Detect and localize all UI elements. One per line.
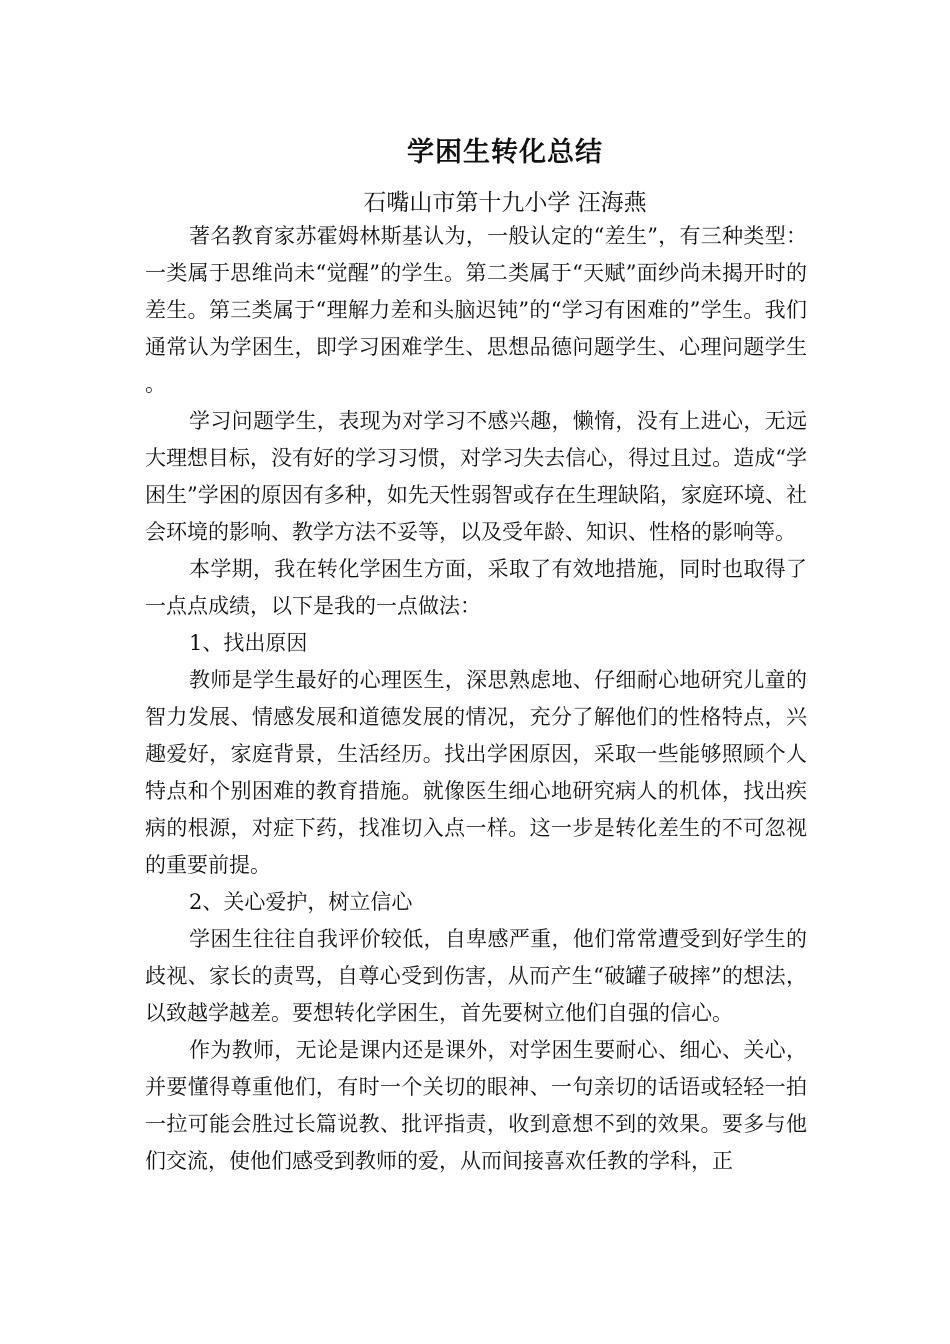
paragraph-6: 作为教师，无论是课内还是课外，对学困生要耐心、细心、关心，并要懂得尊重他们，有时一个关切的眼神、一句亲切的话语或轻轻一拍一拉可能会胜过长篇说教、批评指责，收到意想不到的效果。要多与他们交流，使他们感受到教师的爱，从而间接喜欢任教的学科，正 — [145, 1038, 807, 1173]
paragraph-2: 学习问题学生，表现为对学习不感兴趣，懒惰，没有上进心，无远大理想目标，没有好的学习习惯，对学习失去信心，得过且过。造成“学困生”学困的原因有多种，如先天性弱智或存在生理缺陷，家庭环境、社会环境的影响、教学方法不妥等，以及受年龄、知识、性格的影响等。 — [145, 409, 807, 544]
paragraph-3: 本学期，我在转化学困生方面，采取了有效地措施，同时也取得了一点点成绩，以下是我的一点做法： — [145, 557, 807, 618]
paragraph-4: 教师是学生最好的心理医生，深思熟虑地、仔细耐心地研究儿童的智力发展、情感发展和道德发展的情况，充分了解他们的性格特点，兴趣爱好，家庭背景，生活经历。找出学困原因，采取一些能够照顾个人特点和个别困难的教育措施。就像医生细心地研究病人的机体，找出疾病的根源，对症下药，找准切入点一样。这一步是转化差生的不可忽视的重要前提。 — [145, 668, 807, 877]
document-byline: 石嘴山市第十九小学 汪海燕 — [363, 190, 647, 216]
section-heading-2: 2、关心爱护，树立信心 — [189, 890, 413, 914]
section-heading-1: 1、找出原因 — [189, 631, 308, 655]
paragraph-5: 学困生往往自我评价较低，自卑感严重，他们常常遭受到好学生的歧视、家长的责骂，自尊心受到伤害，从而产生“破罐子破摔”的想法，以致越学越差。要想转化学困生，首先要树立他们自强的信心。 — [145, 927, 807, 1025]
document-title: 学困生转化总结 — [407, 137, 603, 168]
document-body — [145, 218, 807, 1180]
paragraph-1: 著名教育家苏霍姆林斯基认为，一般认定的“差生”，有三种类型：一类属于思维尚未“觉醒”的学生。第二类属于“天赋”面纱尚未揭开时的差生。第三类属于“理解力差和头脑迟钝”的“学习有困难的”学生。我们通常认为学困生，即学习困难学生、思想品德问题学生、心理问题学生 。 — [145, 224, 807, 396]
